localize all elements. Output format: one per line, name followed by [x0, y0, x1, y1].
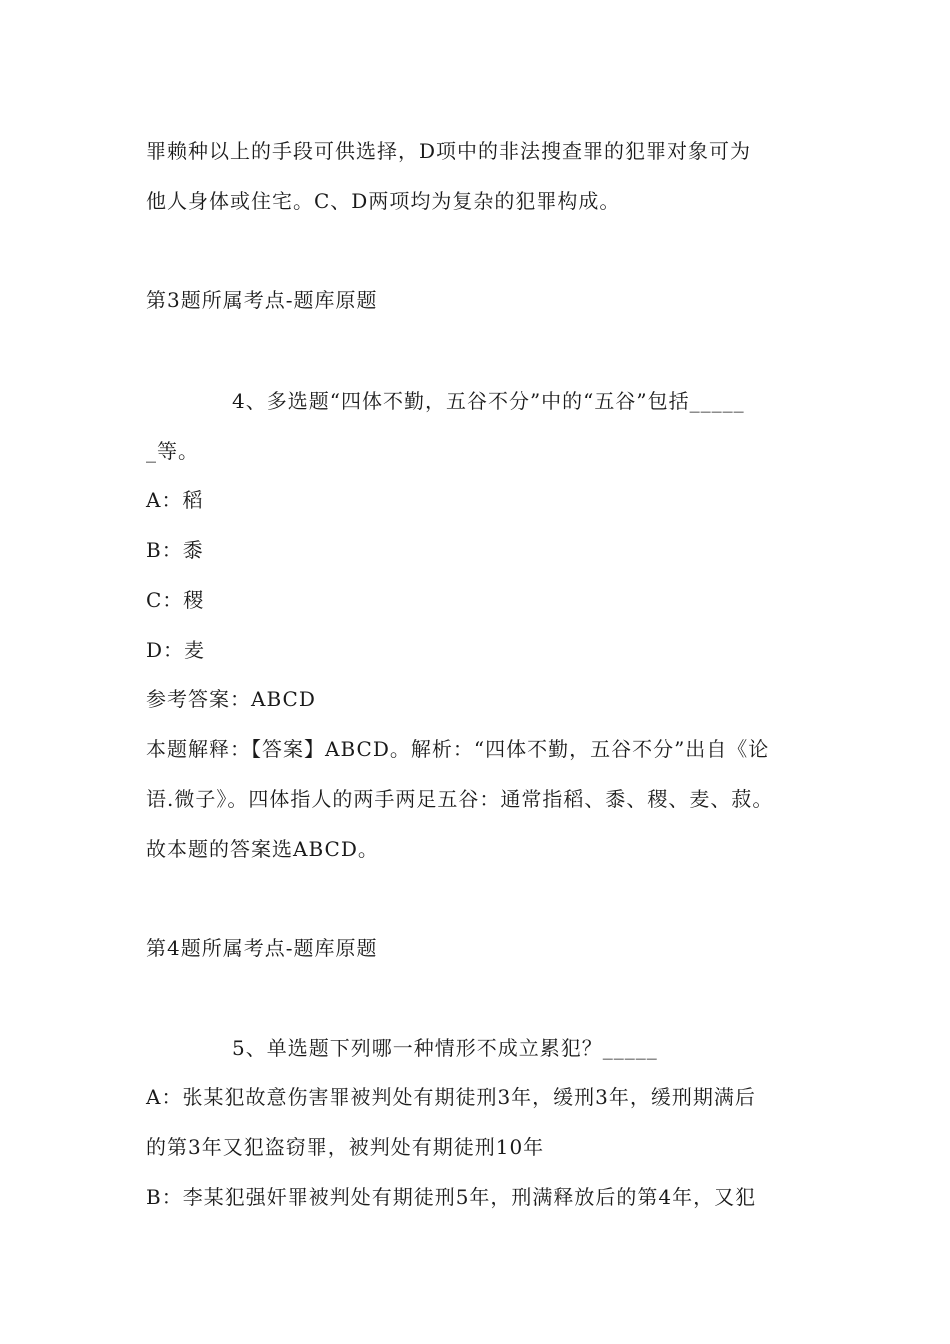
q5-option-b-line-1: B：李某犯强奸罪被判处有期徒刑5年，刑满释放后的第4年，又犯 [146, 1185, 757, 1209]
q4-option-c: C：稷 [146, 588, 205, 612]
q4-explanation-line-2: 语.微子》。四体指人的两手两足五谷：通常指稻、黍、稷、麦、菽。 [146, 787, 774, 811]
q4-explanation-line-3: 故本题的答案选ABCD。 [146, 837, 379, 861]
q5-stem: 5、单选题下列哪一种情形不成立累犯？_____ [232, 1036, 658, 1060]
q4-option-d: D：麦 [146, 638, 206, 662]
q5-option-a-line-2: 的第3年又犯盗窃罪，被判处有期徒刑10年 [146, 1135, 545, 1159]
q4-source-note: 第4题所属考点-题库原题 [146, 936, 378, 960]
q4-option-a: A：稻 [146, 488, 204, 512]
q4-option-b: B：黍 [146, 538, 204, 562]
q4-answer: 参考答案：ABCD [146, 687, 316, 711]
q4-explanation-line-1: 本题解释：【答案】ABCD。解析：“四体不勤，五谷不分”出自《论 [146, 737, 770, 761]
q4-stem-line-2: _等。 [146, 439, 199, 463]
q5-option-a-line-1: A：张某犯故意伤害罪被判处有期徒刑3年，缓刑3年，缓刑期满后 [146, 1085, 756, 1109]
q4-stem-line-1: 4、多选题“四体不勤，五谷不分”中的“五谷”包括_____ [232, 389, 745, 413]
q3-explanation-line-2: 他人身体或住宅。C、D两项均为复杂的犯罪构成。 [146, 189, 621, 213]
q3-source-note: 第3题所属考点-题库原题 [146, 288, 378, 312]
q3-explanation-line-1: 罪赖种以上的手段可供选择，D项中的非法搜查罪的犯罪对象可为 [146, 139, 752, 163]
